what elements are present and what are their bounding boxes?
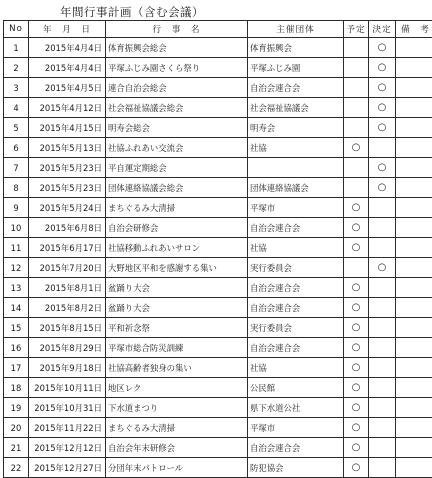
remarks-cell [396,238,432,258]
planned-mark [344,178,369,198]
decided-mark [369,238,396,258]
organizer-cell: 公民館 [248,378,344,398]
date-cell: 2015年4月4日 [29,38,106,58]
row-number: 13 [4,278,29,298]
date-cell: 2015年6月8日 [29,218,106,238]
table-row [4,258,432,278]
organizer-cell: 自治会連合会 [248,438,344,458]
table-row [4,118,432,138]
event-name-cell: 地区レク [106,378,248,398]
decided-mark [369,318,396,338]
row-number: 4 [4,98,29,118]
header-remarks: 備 考 [396,21,432,38]
organizer-cell: 自治会連合会 [248,78,344,98]
planned-mark [344,58,369,78]
table-row [4,238,432,258]
organizer-cell: 実行委員会 [248,258,344,278]
event-name-cell: 盆踊り大会 [106,298,248,318]
planned-mark: ○ [344,138,369,158]
date-cell: 2015年11月22日 [29,418,106,438]
decided-mark [369,458,396,478]
planned-mark: ○ [344,238,369,258]
date-cell: 2015年5月23日 [29,178,106,198]
event-name-cell: 連合自治会総会 [106,78,248,98]
remarks-cell [396,78,432,98]
planned-mark [344,258,369,278]
table-row [4,78,432,98]
remarks-cell [396,258,432,278]
row-number: 8 [4,178,29,198]
date-cell: 2015年10月11日 [29,378,106,398]
remarks-cell [396,118,432,138]
remarks-cell [396,138,432,158]
header-organizer: 主催団体 [248,21,344,38]
row-number: 9 [4,198,29,218]
date-cell: 2015年8月15日 [29,318,106,338]
planned-mark [344,158,369,178]
date-cell: 2015年4月5日 [29,78,106,98]
planned-mark: ○ [344,418,369,438]
decided-mark [369,378,396,398]
table-row [4,278,432,298]
organizer-cell: 社会福祉協議会 [248,98,344,118]
date-cell: 2015年7月20日 [29,258,106,278]
planned-mark [344,98,369,118]
decided-mark: ○ [369,258,396,278]
organizer-cell: 県下水道公社 [248,398,344,418]
planned-mark [344,118,369,138]
planned-mark: ○ [344,278,369,298]
header-date: 年 月 日 [29,21,106,38]
event-name-cell: 社協移動ふれあいサロン [106,238,248,258]
table-row [4,458,432,478]
table-row [4,158,432,178]
row-number: 15 [4,318,29,338]
organizer-cell: 平塚ふじみ園 [248,58,344,78]
planned-mark: ○ [344,358,369,378]
remarks-cell [396,418,432,438]
organizer-cell: 社協 [248,238,344,258]
header-event: 行 事 名 [106,21,248,38]
decided-mark: ○ [369,98,396,118]
organizer-cell: 体育振興会 [248,38,344,58]
remarks-cell [396,298,432,318]
row-number: 16 [4,338,29,358]
planned-mark [344,38,369,58]
date-cell: 2015年4月15日 [29,118,106,138]
table-row [4,418,432,438]
decided-mark [369,218,396,238]
table-row [4,218,432,238]
row-number: 12 [4,258,29,278]
row-number: 6 [4,138,29,158]
date-cell: 2015年5月24日 [29,198,106,218]
decided-mark [369,438,396,458]
organizer-cell: 平塚市 [248,198,344,218]
organizer-cell: 社協 [248,138,344,158]
remarks-cell [396,38,432,58]
date-cell: 2015年12月27日 [29,458,106,478]
planned-mark: ○ [344,438,369,458]
remarks-cell [396,278,432,298]
event-name-cell: 社会福祉協議会総会 [106,98,248,118]
row-number: 19 [4,398,29,418]
planned-mark: ○ [344,398,369,418]
row-number: 20 [4,418,29,438]
remarks-cell [396,358,432,378]
event-name-cell: まちぐるみ大清掃 [106,418,248,438]
planned-mark: ○ [344,378,369,398]
date-cell: 2015年4月12日 [29,98,106,118]
document-title: 年間行事計画（含む会議） [60,4,204,20]
event-name-cell: 盆踊り大会 [106,278,248,298]
row-number: 1 [4,38,29,58]
decided-mark [369,358,396,378]
decided-mark [369,398,396,418]
table-body [4,38,432,478]
table-row [4,378,432,398]
header-row [4,21,432,38]
remarks-cell [396,158,432,178]
planned-mark: ○ [344,338,369,358]
decided-mark [369,338,396,358]
remarks-cell [396,458,432,478]
event-name-cell: 平塚市総合防災訓練 [106,338,248,358]
header-no: No [4,21,29,38]
table-row [4,198,432,218]
event-name-cell: 自治会研修会 [106,218,248,238]
organizer-cell: 実行委員会 [248,318,344,338]
decided-mark [369,298,396,318]
table-row [4,58,432,78]
row-number: 18 [4,378,29,398]
event-name-cell: 大野地区平和を感謝する集い [106,258,248,278]
remarks-cell [396,378,432,398]
decided-mark: ○ [369,118,396,138]
event-name-cell: 分団年末パトロール [106,458,248,478]
table-row [4,358,432,378]
planned-mark: ○ [344,298,369,318]
header-decided: 決定 [369,21,396,38]
event-name-cell: 社協高齢者独身の集い [106,358,248,378]
row-number: 21 [4,438,29,458]
organizer-cell: 社協 [248,358,344,378]
date-cell: 2015年5月13日 [29,138,106,158]
event-name-cell: 明寿会総会 [106,118,248,138]
remarks-cell [396,178,432,198]
decided-mark [369,418,396,438]
row-number: 17 [4,358,29,378]
remarks-cell [396,198,432,218]
row-number: 22 [4,458,29,478]
decided-mark [369,278,396,298]
row-number: 3 [4,78,29,98]
planned-mark [344,78,369,98]
organizer-cell: 自治会連合会 [248,338,344,358]
row-number: 2 [4,58,29,78]
decided-mark: ○ [369,158,396,178]
date-cell: 2015年5月23日 [29,158,106,178]
table-row [4,318,432,338]
planned-mark: ○ [344,198,369,218]
event-name-cell: まちぐるみ大清掃 [106,198,248,218]
organizer-cell [248,158,344,178]
date-cell: 2015年8月29日 [29,338,106,358]
row-number: 14 [4,298,29,318]
organizer-cell: 自治会連合会 [248,278,344,298]
row-number: 11 [4,238,29,258]
header-planned: 予定 [344,21,369,38]
remarks-cell [396,398,432,418]
decided-mark [369,198,396,218]
organizer-cell: 明寿会 [248,118,344,138]
date-cell: 2015年6月17日 [29,238,106,258]
planned-mark: ○ [344,458,369,478]
remarks-cell [396,338,432,358]
event-name-cell: 平塚ふじみ園さくら祭り [106,58,248,78]
remarks-cell [396,318,432,338]
event-name-cell: 自治会年末研修会 [106,438,248,458]
table-row [4,98,432,118]
schedule-table [3,20,432,478]
organizer-cell: 防犯協会 [248,458,344,478]
date-cell: 2015年12月12日 [29,438,106,458]
table-row [4,298,432,318]
date-cell: 2015年8月2日 [29,298,106,318]
decided-mark: ○ [369,78,396,98]
table-row [4,38,432,58]
row-number: 7 [4,158,29,178]
date-cell: 2015年4月4日 [29,58,106,78]
decided-mark: ○ [369,58,396,78]
decided-mark: ○ [369,178,396,198]
date-cell: 2015年10月31日 [29,398,106,418]
remarks-cell [396,98,432,118]
event-name-cell: 下水道まつり [106,398,248,418]
table-row [4,398,432,418]
row-number: 10 [4,218,29,238]
event-name-cell: 団体連絡協議会総会 [106,178,248,198]
event-name-cell: 社協ふれあい交流会 [106,138,248,158]
row-number: 5 [4,118,29,138]
remarks-cell [396,438,432,458]
organizer-cell: 自治会連合会 [248,298,344,318]
remarks-cell [396,218,432,238]
date-cell: 2015年8月1日 [29,278,106,298]
date-cell: 2015年9月18日 [29,358,106,378]
table-row [4,438,432,458]
table-row [4,178,432,198]
organizer-cell: 平塚市 [248,418,344,438]
planned-mark: ○ [344,318,369,338]
table-header [4,21,432,38]
table-row [4,338,432,358]
table-row [4,138,432,158]
event-name-cell: 平和祈念祭 [106,318,248,338]
organizer-cell: 団体連絡協議会 [248,178,344,198]
decided-mark [369,138,396,158]
organizer-cell: 自治会連合会 [248,218,344,238]
planned-mark: ○ [344,218,369,238]
event-name-cell: 平自運定期総会 [106,158,248,178]
remarks-cell [396,58,432,78]
decided-mark: ○ [369,38,396,58]
event-name-cell: 体育振興会総会 [106,38,248,58]
